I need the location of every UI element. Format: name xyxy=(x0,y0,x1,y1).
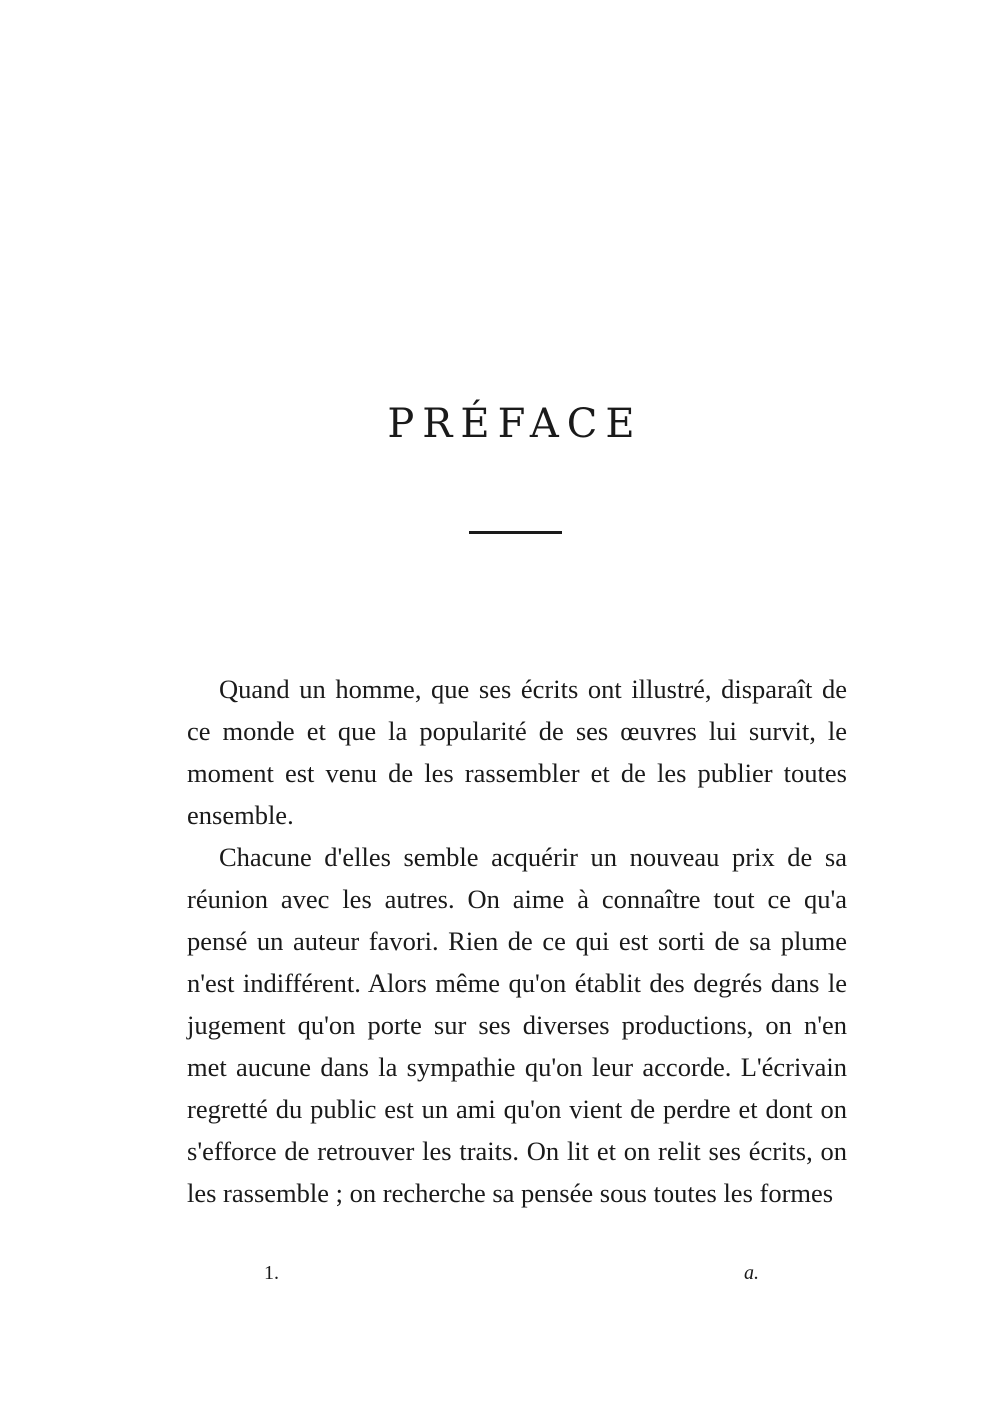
paragraph-2: Chacune d'elles semble acquérir un nouveau prix de sa réunion avec les autres. On aime à connaître tout ce qu'a pensé un auteur favori. Rien de ce qui est sorti de sa plume n'est indifférent. Alors même qu'on établit des degrés dans le jugement qu'on porte sur ses diverses productions, on n'en met aucune dans la sympathie qu'on leur accorde. L'écrivain regretté du public est un ami qu'on vient de perdre et dont on s'efforce de retrouver les traits. On lit et on relit ses écrits, on les rassemble ; on recherche sa pensée sous toutes les formes xyxy=(187,842,847,1208)
signature-mark-left: 1. xyxy=(264,1262,279,1284)
paragraph-1: Quand un homme, que ses écrits ont illustré, disparaît de ce monde et que la popularité de ses œuvres lui survit, le moment est venu de les rassembler et de les publier toutes ensemble. xyxy=(187,674,847,830)
preface-body xyxy=(187,668,847,1214)
page-footer xyxy=(0,1262,1000,1292)
page-title: PRÉFACE xyxy=(387,401,643,447)
title-rule xyxy=(469,531,562,534)
signature-mark-right: a. xyxy=(744,1262,759,1284)
